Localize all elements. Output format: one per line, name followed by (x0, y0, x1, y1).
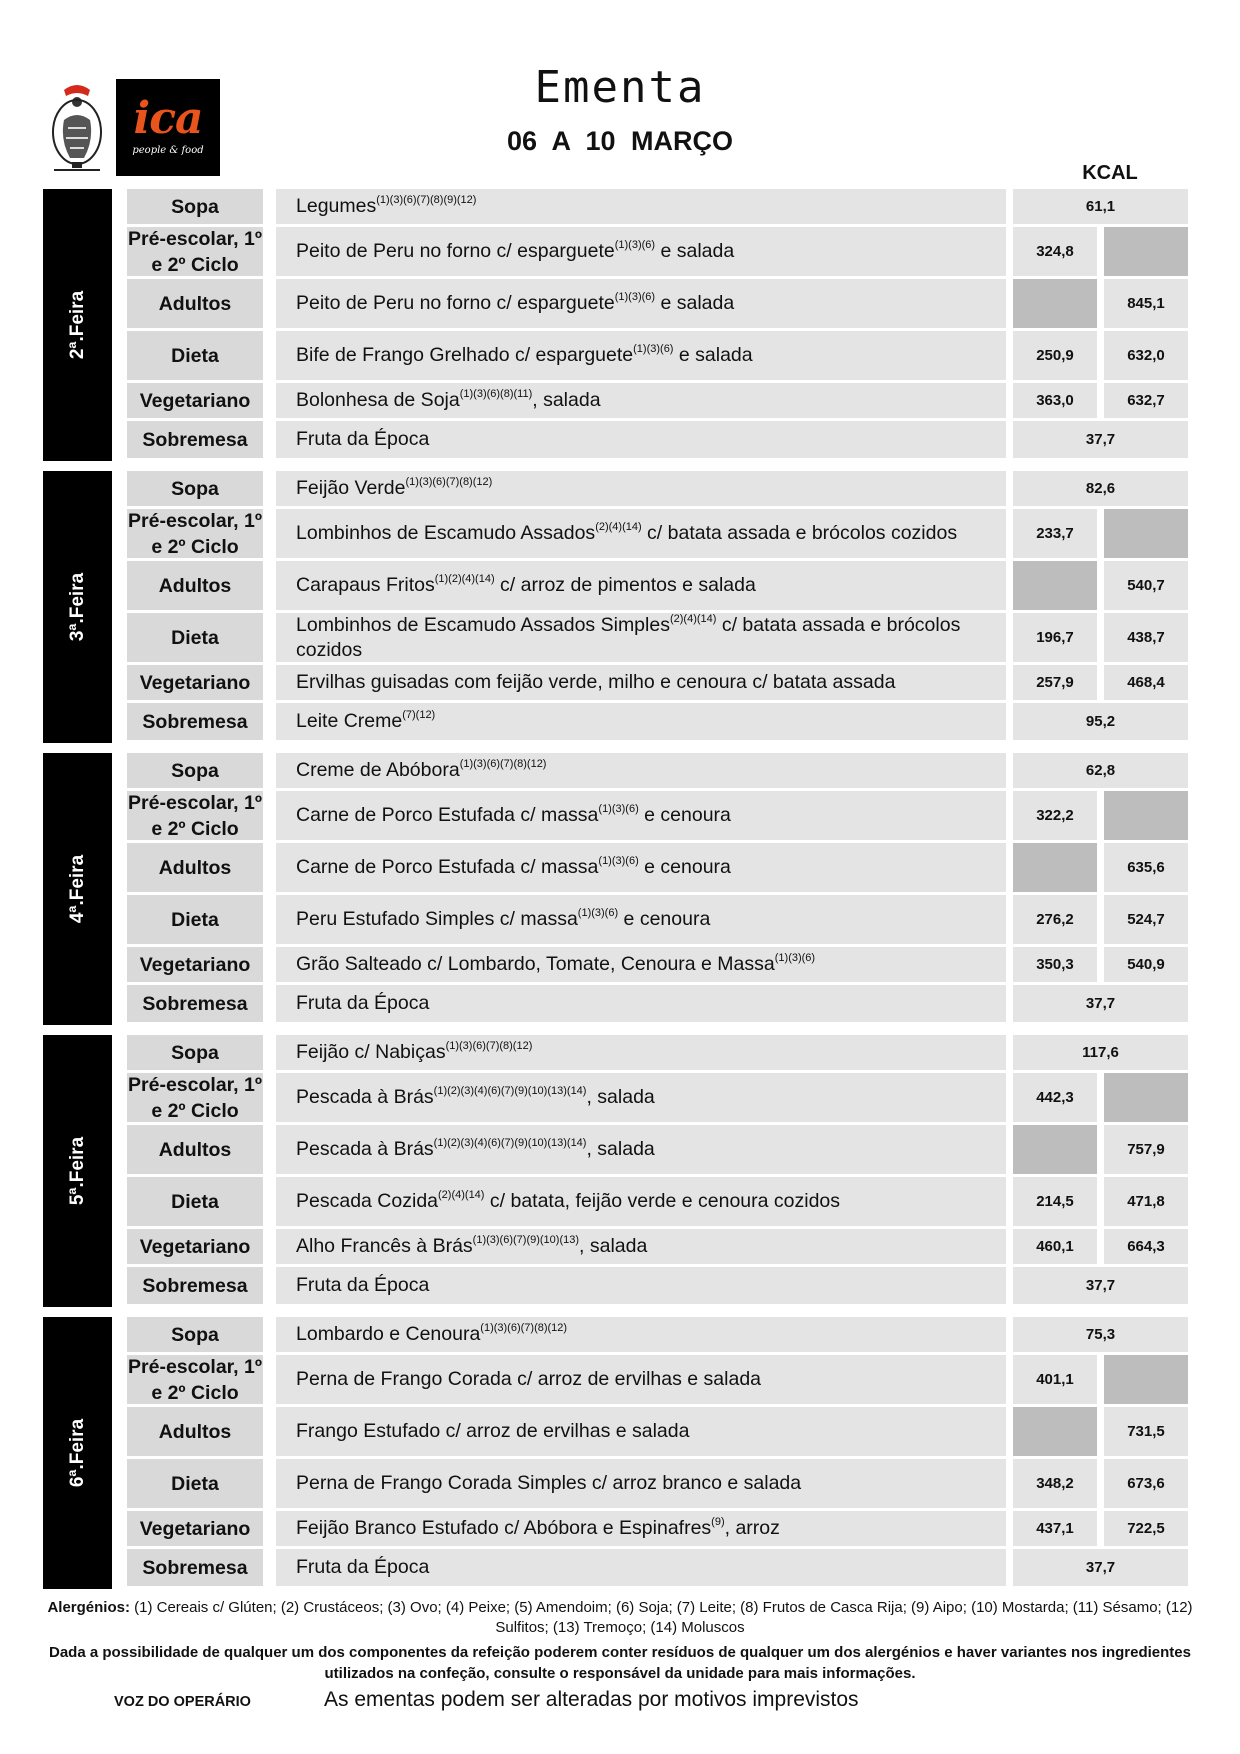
kcal-value: 37,7 (1013, 985, 1188, 1022)
menu-row (43, 947, 1198, 985)
dish-allergens: (1)(3)(6) (774, 952, 816, 964)
day-label-text: 6ª.Feira (66, 1418, 88, 1488)
menu-row (43, 1073, 1198, 1125)
dish-name: Fruta da Época (296, 992, 430, 1014)
dish-allergens: (2)(4)(14) (669, 612, 717, 625)
dish-description (276, 1073, 1006, 1122)
menu-row (43, 1267, 1198, 1307)
dish-description (276, 1035, 1006, 1070)
kcal-value-child: 257,9 (1013, 665, 1097, 700)
voz-do-operario: VOZ DO OPERÁRIO (114, 1694, 251, 1710)
meal-category: Sobremesa (127, 985, 263, 1022)
menu-row (43, 753, 1198, 791)
dish-text (296, 1471, 801, 1496)
dish-name: Lombinhos de Escamudo Assados Simples (296, 613, 670, 636)
meal-category: Vegetariano (127, 1229, 263, 1264)
kcal-empty-cell (1104, 791, 1188, 840)
dish-name: Pescada à Brás (296, 1086, 434, 1108)
dish-description (276, 895, 1006, 944)
kcal-value: 37,7 (1013, 1549, 1188, 1586)
kcal-value-child: 250,9 (1013, 331, 1097, 380)
dish-sides: , salada (579, 1235, 648, 1257)
dish-description (276, 227, 1006, 276)
dish-text (296, 573, 756, 598)
menu-change-notice: As ementas podem ser alteradas por motivos imprevistos (324, 1688, 859, 1711)
dish-description (276, 561, 1006, 610)
dish-text (296, 1040, 532, 1065)
dish-text (296, 855, 731, 880)
dish-description (276, 1459, 1006, 1508)
day-label-text: 4ª.Feira (66, 854, 88, 924)
kcal-value: 82,6 (1013, 471, 1188, 506)
kcal-empty-cell (1104, 227, 1188, 276)
kcal-value-child: 233,7 (1013, 509, 1097, 558)
dish-allergens: (1)(3)(6) (614, 239, 656, 251)
dish-name: Fruta da Época (296, 1556, 430, 1578)
dish-sides: e cenoura (618, 908, 711, 930)
kcal-value-adult: 471,8 (1104, 1177, 1188, 1226)
menu-row (43, 421, 1198, 461)
dish-text (296, 803, 731, 828)
dish-description (276, 471, 1006, 506)
kcal-empty-cell (1104, 1073, 1188, 1122)
dish-sides: e cenoura (638, 804, 731, 826)
kcal-header: KCAL (1082, 162, 1138, 184)
dish-allergens: (1)(3)(6)(7)(8)(12) (445, 1040, 533, 1052)
menu-row (43, 1035, 1198, 1073)
dish-description (276, 1229, 1006, 1264)
kcal-value: 75,3 (1013, 1317, 1188, 1352)
meal-category: Sopa (127, 189, 263, 224)
dish-name: Fruta da Época (296, 1274, 430, 1296)
dish-text (296, 521, 957, 546)
dish-name: Grão Salteado c/ Lombardo, Tomate, Cenoura e Massa (296, 953, 775, 975)
dish-sides: e cenoura (638, 856, 731, 878)
dish-allergens: (1)(3)(6)(7)(9)(10)(13) (472, 1234, 580, 1246)
dish-text (296, 1555, 429, 1580)
menu-row (43, 843, 1198, 895)
meal-category: Adultos (127, 561, 263, 610)
dish-text (296, 194, 476, 219)
kcal-empty-cell (1104, 509, 1188, 558)
dish-text (296, 239, 734, 264)
ica-logo-tagline: people & food (132, 145, 204, 156)
dish-description (276, 985, 1006, 1022)
kcal-value-adult: 731,5 (1104, 1407, 1188, 1456)
menu-row (43, 791, 1198, 843)
dish-text (296, 476, 492, 501)
day-block (43, 1035, 1198, 1307)
menu-row (43, 1229, 1198, 1267)
dish-text (296, 427, 429, 452)
dish-description (276, 843, 1006, 892)
kcal-value-adult: 845,1 (1104, 279, 1188, 328)
dish-description (276, 421, 1006, 458)
kcal-value-child: 322,2 (1013, 791, 1097, 840)
dish-name: Carapaus Fritos (296, 574, 435, 596)
dish-allergens: (1)(3)(6)(7)(8)(12) (405, 476, 493, 488)
meal-category: Pré-escolar, 1º e 2º Ciclo (128, 1073, 262, 1122)
dish-description (276, 1355, 1006, 1404)
day-label-text: 3ª.Feira (66, 572, 88, 642)
dish-name: Ervilhas guisadas com feijão verde, milho e cenoura c/ batata assada (296, 671, 896, 693)
dish-allergens: (1)(3)(6) (614, 291, 656, 303)
dish-allergens: (1)(3)(6) (598, 855, 639, 867)
meal-category: Sopa (127, 1035, 263, 1070)
page-title: Ementa (534, 62, 706, 113)
kcal-value-child: 437,1 (1013, 1511, 1097, 1546)
kcal-value-child: 324,8 (1013, 227, 1097, 276)
meal-category: Adultos (127, 1125, 263, 1174)
kcal-empty-cell (1013, 1407, 1097, 1456)
dish-name: Carne de Porco Estufada c/ massa (296, 856, 599, 878)
dish-name: Lombinhos de Escamudo Assados (296, 522, 596, 544)
dish-name: Peito de Peru no forno c/ esparguete (296, 240, 615, 262)
kcal-value-child: 350,3 (1013, 947, 1097, 982)
dish-text (296, 907, 710, 932)
menu-row (43, 331, 1198, 383)
menu-row (43, 279, 1198, 331)
kcal-value-adult: 540,7 (1104, 561, 1188, 610)
dish-name: Peito de Peru no forno c/ esparguete (296, 292, 615, 314)
kcal-value-child: 196,7 (1013, 613, 1097, 662)
allergens-label: Alergénios: (47, 1599, 130, 1616)
allergens-legend (40, 1598, 1200, 1638)
allergen-warning: Dada a possibilidade de qualquer um dos componentes da refeição poderem conter resíduos de qualquer um dos alergénios e haver variantes nos ingredientes utilizados na confeção, consulte o responsável da unidade para mais informações. (49, 1644, 1191, 1682)
kcal-value-adult: 757,9 (1104, 1125, 1188, 1174)
dish-name: Bolonhesa de Soja (296, 389, 460, 411)
menu-row (43, 509, 1198, 561)
menu-row (43, 471, 1198, 509)
dish-allergens: (1)(2)(3)(4)(6)(7)(9)(10)(13)(14) (433, 1085, 587, 1097)
kcal-value-adult: 635,6 (1104, 843, 1188, 892)
kcal-value-child: 348,2 (1013, 1459, 1097, 1508)
day-block (43, 189, 1198, 461)
menu-row (43, 895, 1198, 947)
kcal-value-adult: 632,0 (1104, 331, 1188, 380)
dish-description (276, 383, 1006, 418)
dish-text (296, 709, 435, 734)
meal-category: Vegetariano (127, 383, 263, 418)
menu-row (43, 189, 1198, 227)
kcal-value-adult: 524,7 (1104, 895, 1188, 944)
meal-category: Pré-escolar, 1º e 2º Ciclo (128, 509, 262, 558)
dish-name: Pescada à Brás (296, 1138, 434, 1160)
dish-allergens: (1)(3)(6) (598, 803, 639, 815)
dish-text (296, 1234, 647, 1259)
menu-row (43, 1125, 1198, 1177)
dish-allergens: (1)(3)(6)(7)(8)(9)(12) (376, 194, 477, 206)
kcal-empty-cell (1013, 561, 1097, 610)
meal-category: Sobremesa (127, 1549, 263, 1586)
dish-name: Fruta da Época (296, 428, 430, 450)
dish-text (296, 1367, 761, 1392)
meal-category: Adultos (127, 279, 263, 328)
dish-allergens: (2)(4)(14) (595, 521, 642, 533)
meal-category: Sopa (127, 753, 263, 788)
dish-text (296, 670, 895, 695)
dish-description (276, 1177, 1006, 1226)
dish-description (276, 1549, 1006, 1586)
dish-allergens: (9) (711, 1516, 725, 1528)
dish-text (296, 613, 998, 663)
dish-description (276, 1511, 1006, 1546)
menu-row (43, 383, 1198, 421)
meal-category: Pré-escolar, 1º e 2º Ciclo (128, 1355, 262, 1404)
menu-row (43, 1355, 1198, 1407)
kcal-empty-cell (1104, 1355, 1188, 1404)
dish-description (276, 791, 1006, 840)
dish-description (276, 703, 1006, 740)
dish-sides: , salada (586, 1086, 655, 1108)
day-label-text: 2ª.Feira (66, 290, 88, 360)
kcal-value-adult: 468,4 (1104, 665, 1188, 700)
day-block (43, 471, 1198, 743)
dish-text (296, 758, 546, 783)
menu-row (43, 1511, 1198, 1549)
dish-name: Peru Estufado Simples c/ massa (296, 908, 578, 930)
dish-text (296, 1419, 689, 1444)
meal-category: Dieta (127, 331, 263, 380)
dish-name: Perna de Frango Corada c/ arroz de ervilhas e salada (296, 1368, 762, 1390)
kcal-value: 62,8 (1013, 753, 1188, 788)
dish-sides: c/ batata assada e brócolos cozidos (296, 613, 966, 661)
dish-name: Creme de Abóbora (296, 759, 460, 781)
kcal-value: 95,2 (1013, 703, 1188, 740)
ica-logo-word: ica (133, 93, 203, 144)
dish-text (296, 952, 815, 977)
dish-name: Feijão Branco Estufado c/ Abóbora e Espinafres (296, 1517, 712, 1539)
meal-category: Adultos (127, 1407, 263, 1456)
dish-text (296, 343, 753, 368)
menu-row (43, 1317, 1198, 1355)
menu-row (43, 665, 1198, 703)
dish-name: Legumes (296, 195, 377, 217)
dish-sides: , salada (586, 1138, 655, 1160)
dish-text (296, 1322, 567, 1347)
kcal-value-adult: 540,9 (1104, 947, 1188, 982)
kcal-value-child: 460,1 (1013, 1229, 1097, 1264)
dish-text (296, 991, 429, 1016)
dish-sides: e salada (673, 344, 753, 366)
dish-text (296, 1085, 655, 1110)
dish-description (276, 1407, 1006, 1456)
kcal-value-child: 401,1 (1013, 1355, 1097, 1404)
dish-allergens: (1)(3)(6)(7)(8)(12) (480, 1322, 568, 1334)
menu-row (43, 703, 1198, 743)
kcal-value-child: 276,2 (1013, 895, 1097, 944)
menu-row (43, 1459, 1198, 1511)
meal-category: Pré-escolar, 1º e 2º Ciclo (128, 227, 262, 276)
dish-allergens: (1)(3)(6) (633, 343, 674, 355)
dish-name: Alho Francês à Brás (296, 1235, 473, 1257)
kcal-value-adult: 664,3 (1104, 1229, 1188, 1264)
kcal-value: 37,7 (1013, 421, 1188, 458)
dish-description (276, 613, 1006, 662)
kcal-value-adult: 632,7 (1104, 383, 1188, 418)
dish-name: Feijão Verde (296, 477, 406, 499)
dish-description (276, 1125, 1006, 1174)
dish-allergens: (1)(3)(6)(7)(8)(12) (459, 758, 547, 770)
meal-category: Sobremesa (127, 421, 263, 458)
dish-sides: , arroz (724, 1517, 780, 1539)
dish-text (296, 291, 734, 316)
dish-description (276, 279, 1006, 328)
dish-name: Pescada Cozida (296, 1190, 439, 1212)
kcal-value: 61,1 (1013, 189, 1188, 224)
menu-row (43, 561, 1198, 613)
meal-category: Adultos (127, 843, 263, 892)
dish-text (296, 1516, 780, 1541)
meal-category: Pré-escolar, 1º e 2º Ciclo (128, 791, 262, 840)
allergens-text: (1) Cereais c/ Glúten; (2) Crustáceos; (3) Ovo; (4) Peixe; (5) Amendoim; (6) Soja; (7) Leite; (8) Frutos de Casca Rija; (9) Aipo; (10) Mostarda; (11) Sésamo; (12) Sulfitos; (13) Tremoço; (14) Moluscos (129, 1599, 1193, 1636)
dish-sides: , salada (532, 389, 601, 411)
meal-category: Sopa (127, 471, 263, 506)
dish-description (276, 189, 1006, 224)
dish-description (276, 331, 1006, 380)
dish-name: Bife de Frango Grelhado c/ esparguete (296, 344, 634, 366)
day-block (43, 1317, 1198, 1589)
day-label-text: 5ª.Feira (66, 1136, 88, 1206)
dish-text (296, 388, 601, 413)
menu-row (43, 613, 1198, 665)
dish-allergens: (1)(3)(6) (577, 907, 619, 919)
dish-text (296, 1273, 429, 1298)
meal-category: Sopa (127, 1317, 263, 1352)
menu-row (43, 1407, 1198, 1459)
meal-category: Sobremesa (127, 1267, 263, 1304)
day-block (43, 753, 1198, 1025)
dish-description (276, 947, 1006, 982)
dish-name: Carne de Porco Estufada c/ massa (296, 804, 599, 826)
meal-category: Sobremesa (127, 703, 263, 740)
kcal-value-adult: 722,5 (1104, 1511, 1188, 1546)
dish-description (276, 753, 1006, 788)
dish-sides: c/ batata, feijão verde e cenoura cozidos (484, 1190, 841, 1212)
menu-row (43, 1549, 1198, 1589)
dish-description (276, 509, 1006, 558)
dish-name: Perna de Frango Corada Simples c/ arroz branco e salada (296, 1472, 802, 1494)
kcal-value-child: 214,5 (1013, 1177, 1097, 1226)
kcal-value-adult: 438,7 (1104, 613, 1188, 662)
dish-allergens: (1)(3)(6)(8)(11) (459, 388, 533, 400)
dish-allergens: (7)(12) (402, 709, 436, 721)
meal-category: Dieta (127, 613, 263, 662)
meal-category: Vegetariano (127, 1511, 263, 1546)
dish-name: Frango Estufado c/ arroz de ervilhas e salada (296, 1420, 690, 1442)
dish-name: Leite Creme (296, 710, 403, 732)
meal-category: Vegetariano (127, 665, 263, 700)
dish-description (276, 1267, 1006, 1304)
dish-sides: e salada (655, 292, 735, 314)
dish-name: Lombardo e Cenoura (296, 1323, 481, 1345)
meal-category: Dieta (127, 895, 263, 944)
menu-row (43, 227, 1198, 279)
dish-description (276, 665, 1006, 700)
kcal-value-adult: 673,6 (1104, 1459, 1188, 1508)
kcal-value: 37,7 (1013, 1267, 1188, 1304)
kcal-value: 117,6 (1013, 1035, 1188, 1070)
menu-row (43, 1177, 1198, 1229)
kcal-empty-cell (1013, 843, 1097, 892)
kcal-empty-cell (1013, 1125, 1097, 1174)
dish-text (296, 1137, 655, 1162)
dish-text (296, 1189, 840, 1214)
kcal-value-child: 363,0 (1013, 383, 1097, 418)
dish-allergens: (2)(4)(14) (438, 1189, 485, 1201)
dish-sides: c/ arroz de pimentos e salada (494, 574, 756, 596)
dish-allergens: (1)(2)(3)(4)(6)(7)(9)(10)(13)(14) (433, 1137, 587, 1149)
kcal-value-child: 442,3 (1013, 1073, 1097, 1122)
meal-category: Dieta (127, 1177, 263, 1226)
meal-category: Vegetariano (127, 947, 263, 982)
dish-sides: c/ batata assada e brócolos cozidos (641, 522, 958, 544)
meal-category: Dieta (127, 1459, 263, 1508)
menu-row (43, 985, 1198, 1025)
kcal-empty-cell (1013, 279, 1097, 328)
dish-description (276, 1317, 1006, 1352)
dish-sides: e salada (655, 240, 735, 262)
dish-name: Feijão c/ Nabiças (296, 1041, 446, 1063)
dish-allergens: (1)(2)(4)(14) (434, 573, 495, 585)
page-subtitle: 06 A 10 MARÇO (506, 126, 734, 156)
